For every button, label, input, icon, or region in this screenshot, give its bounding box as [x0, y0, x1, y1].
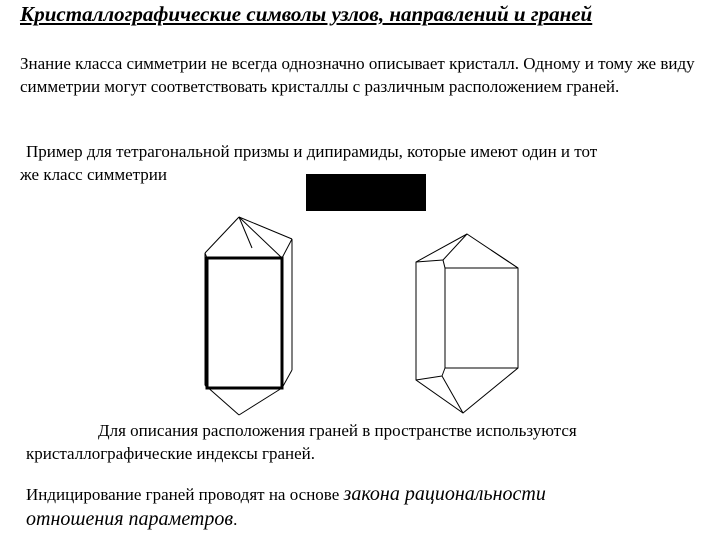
- crystal-figure: [195, 210, 535, 420]
- dipyramid-drawing: [416, 234, 518, 413]
- example-line-1: Пример для тетрагональной призмы и дипирамиды, которые имеют один и тот: [26, 142, 598, 161]
- indices-paragraph: [26, 419, 706, 465]
- intro-paragraph: Знание класса симметрии не всегда однозначно описывает кристалл. Одному и тому же виду симметрии могут соответствовать кристаллы с различным расположением граней.: [20, 54, 695, 96]
- indices-line-1: Для описания расположения граней в пространстве используются: [98, 421, 577, 440]
- page-title: Кристаллографические символы узлов, направлений и граней: [20, 2, 593, 26]
- law-intro-text: Индицирование граней проводят на основе: [26, 485, 344, 504]
- indices-line-2: кристаллографические индексы граней.: [26, 444, 315, 463]
- tetragonal-prism-drawing: [205, 217, 292, 415]
- redacted-block: [306, 174, 426, 211]
- law-paragraph: [26, 482, 706, 532]
- law-end-punct: .: [233, 510, 238, 529]
- example-line-2: же класс симметрии: [20, 165, 167, 184]
- law-name-part-1: закона рациональности: [343, 483, 546, 505]
- law-name-part-2: отношения параметров: [26, 508, 234, 530]
